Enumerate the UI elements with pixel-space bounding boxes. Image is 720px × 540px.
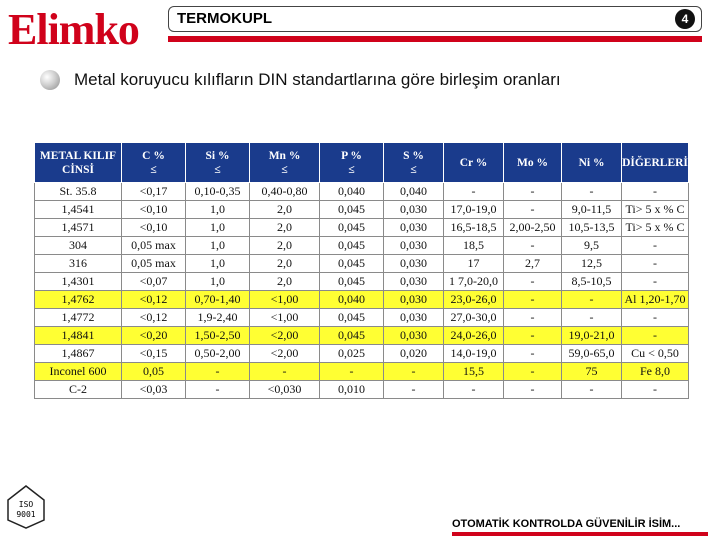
column-header xyxy=(186,143,250,183)
table-cell: - xyxy=(504,327,562,345)
table-cell: 27,0-30,0 xyxy=(444,309,504,327)
material-name-cell: 1,4841 xyxy=(35,327,122,345)
table-cell: - xyxy=(384,363,444,381)
material-name-cell: St. 35.8 xyxy=(35,183,122,201)
table-cell: 0,010 xyxy=(320,381,384,399)
table-cell: - xyxy=(186,381,250,399)
material-name-cell: 1,4867 xyxy=(35,345,122,363)
table-cell: 24,0-26,0 xyxy=(444,327,504,345)
table-cell: 18,5 xyxy=(444,237,504,255)
column-header xyxy=(122,143,186,183)
table-cell: 2,0 xyxy=(250,201,320,219)
table-cell: 0,030 xyxy=(384,273,444,291)
table-cell: 0,030 xyxy=(384,327,444,345)
column-header-line: ≤ xyxy=(281,163,288,176)
table-cell: <0,030 xyxy=(250,381,320,399)
table-cell: Al 1,20-1,70 xyxy=(622,291,689,309)
table-cell: 2,0 xyxy=(250,255,320,273)
column-header-line: METAL KILIF xyxy=(39,149,117,162)
elimko-logo xyxy=(8,8,160,50)
section-subtitle: Metal koruyucu kılıfların DIN standartlarına göre birleşim oranları xyxy=(74,70,561,89)
column-header xyxy=(622,143,689,183)
table-cell: 0,040 xyxy=(320,183,384,201)
table-cell: 23,0-26,0 xyxy=(444,291,504,309)
table-cell: - xyxy=(504,291,562,309)
table-cell: 0,040 xyxy=(384,183,444,201)
column-header-line: ≤ xyxy=(214,163,221,176)
material-name-cell: 304 xyxy=(35,237,122,255)
table-cell: 14,0-19,0 xyxy=(444,345,504,363)
table-cell: - xyxy=(250,363,320,381)
table-cell: <1,00 xyxy=(250,291,320,309)
table-row xyxy=(35,201,689,219)
table-cell: - xyxy=(622,255,689,273)
table-cell: - xyxy=(622,273,689,291)
table-cell: 9,5 xyxy=(562,237,622,255)
table-cell: 2,0 xyxy=(250,237,320,255)
table-cell: - xyxy=(444,183,504,201)
iso-label: ISO xyxy=(18,500,34,509)
table-cell: - xyxy=(622,237,689,255)
table-cell: 0,045 xyxy=(320,255,384,273)
table-cell: - xyxy=(444,381,504,399)
table-cell: - xyxy=(622,381,689,399)
table-cell: 0,045 xyxy=(320,273,384,291)
table-cell: <0,15 xyxy=(122,345,186,363)
column-header-line: ≤ xyxy=(150,163,157,176)
column-header xyxy=(562,143,622,183)
table-cell: 0,030 xyxy=(384,309,444,327)
table-row xyxy=(35,327,689,345)
table-cell: 0,040 xyxy=(320,291,384,309)
table-cell: 0,10-0,35 xyxy=(186,183,250,201)
material-name-cell: 1,4762 xyxy=(35,291,122,309)
page-number-badge: 4 xyxy=(675,9,695,29)
table-cell: - xyxy=(562,381,622,399)
table-cell: 1,0 xyxy=(186,273,250,291)
column-header-line: Mn % xyxy=(268,149,301,162)
material-name-cell: 1,4301 xyxy=(35,273,122,291)
table-cell: 9,0-11,5 xyxy=(562,201,622,219)
column-header-line: P % xyxy=(341,149,362,162)
table-cell: 0,05 max xyxy=(122,237,186,255)
table-row xyxy=(35,345,689,363)
table-row xyxy=(35,291,689,309)
table-cell: <0,07 xyxy=(122,273,186,291)
column-header-line: Mo % xyxy=(517,156,548,169)
table-cell: 15,5 xyxy=(444,363,504,381)
table-cell: <0,20 xyxy=(122,327,186,345)
table-cell: Ti> 5 x % C xyxy=(622,219,689,237)
header-red-bar xyxy=(168,36,702,42)
table-cell: 59,0-65,0 xyxy=(562,345,622,363)
table-cell: 0,030 xyxy=(384,291,444,309)
table-cell: - xyxy=(622,183,689,201)
table-cell: 8,5-10,5 xyxy=(562,273,622,291)
table-row xyxy=(35,381,689,399)
svg-text:Elimko: Elimko xyxy=(8,8,139,50)
table-cell: 1 7,0-20,0 xyxy=(444,273,504,291)
table-cell: <0,17 xyxy=(122,183,186,201)
table-cell: <0,12 xyxy=(122,291,186,309)
iso-9001-badge xyxy=(6,484,46,530)
table-cell: 0,045 xyxy=(320,327,384,345)
page-title: TERMOKUPL xyxy=(177,10,272,27)
table-cell: 1,0 xyxy=(186,255,250,273)
table-cell: 0,030 xyxy=(384,201,444,219)
table-cell: 16,5-18,5 xyxy=(444,219,504,237)
column-header xyxy=(320,143,384,183)
table-cell: <0,12 xyxy=(122,309,186,327)
column-header-line: ≤ xyxy=(410,163,417,176)
table-cell: Fe 8,0 xyxy=(622,363,689,381)
table-cell: 1,0 xyxy=(186,237,250,255)
material-name-cell: 1,4772 xyxy=(35,309,122,327)
table-cell: 10,5-13,5 xyxy=(562,219,622,237)
column-header-line: S % xyxy=(403,149,424,162)
table-cell: - xyxy=(504,363,562,381)
table-cell: 0,030 xyxy=(384,237,444,255)
table-cell: - xyxy=(622,309,689,327)
table-row xyxy=(35,255,689,273)
table-cell: 1,0 xyxy=(186,219,250,237)
table-row xyxy=(35,219,689,237)
table-cell: 2,7 xyxy=(504,255,562,273)
material-name-cell: 1,4571 xyxy=(35,219,122,237)
column-header-line: DİĞERLERİ xyxy=(622,156,688,169)
table-cell: 0,025 xyxy=(320,345,384,363)
material-name-cell: 316 xyxy=(35,255,122,273)
material-name-cell: 1,4541 xyxy=(35,201,122,219)
column-header xyxy=(444,143,504,183)
material-name-cell: Inconel 600 xyxy=(35,363,122,381)
table-cell: 0,05 max xyxy=(122,255,186,273)
table-cell: 1,0 xyxy=(186,201,250,219)
table-cell: - xyxy=(622,327,689,345)
table-cell: 1,50-2,50 xyxy=(186,327,250,345)
table-cell: 0,05 xyxy=(122,363,186,381)
table-cell: <0,03 xyxy=(122,381,186,399)
column-header-line: CİNSİ xyxy=(62,163,94,176)
table-cell: - xyxy=(504,201,562,219)
column-header-line: ≤ xyxy=(348,163,355,176)
table-cell: 2,00-2,50 xyxy=(504,219,562,237)
table-header-row xyxy=(35,143,689,183)
table-row xyxy=(35,237,689,255)
column-header xyxy=(250,143,320,183)
footer-slogan: OTOMATİK KONTROLDA GÜVENİLİR İSİM... xyxy=(452,518,681,530)
table-cell: 0,70-1,40 xyxy=(186,291,250,309)
table-cell: 0,030 xyxy=(384,219,444,237)
title-box xyxy=(168,6,702,32)
composition-table xyxy=(34,142,689,399)
table-cell: - xyxy=(186,363,250,381)
column-header xyxy=(384,143,444,183)
table-cell: 17,0-19,0 xyxy=(444,201,504,219)
table-cell: 17 xyxy=(444,255,504,273)
column-header-line: C % xyxy=(142,149,165,162)
table-cell: - xyxy=(562,309,622,327)
material-name-cell: C-2 xyxy=(35,381,122,399)
footer-red-bar xyxy=(452,532,708,536)
column-header xyxy=(35,143,122,183)
table-cell: 0,045 xyxy=(320,237,384,255)
bullet-icon xyxy=(40,70,60,90)
table-cell: 12,5 xyxy=(562,255,622,273)
table-cell: 0,50-2,00 xyxy=(186,345,250,363)
table-cell: 75 xyxy=(562,363,622,381)
table-cell: - xyxy=(504,273,562,291)
table-cell: Ti> 5 x % C xyxy=(622,201,689,219)
table-cell: <0,10 xyxy=(122,201,186,219)
table-cell: - xyxy=(504,345,562,363)
table-row xyxy=(35,273,689,291)
table-cell: <2,00 xyxy=(250,345,320,363)
table-cell: - xyxy=(504,381,562,399)
column-header-line: Cr % xyxy=(459,156,488,169)
column-header-line: Ni % xyxy=(578,156,605,169)
table-cell: 0,020 xyxy=(384,345,444,363)
column-header xyxy=(504,143,562,183)
table-row xyxy=(35,183,689,201)
table-cell: - xyxy=(320,363,384,381)
iso-number: 9001 xyxy=(16,510,36,519)
table-row xyxy=(35,363,689,381)
table-cell: 0,045 xyxy=(320,219,384,237)
table-cell: - xyxy=(562,291,622,309)
table-row xyxy=(35,309,689,327)
table-cell: 0,40-0,80 xyxy=(250,183,320,201)
table-cell: 0,045 xyxy=(320,201,384,219)
table-cell: 0,045 xyxy=(320,309,384,327)
table-cell: 19,0-21,0 xyxy=(562,327,622,345)
table-cell: 0,030 xyxy=(384,255,444,273)
table-cell: <0,10 xyxy=(122,219,186,237)
table-cell: - xyxy=(504,183,562,201)
table-cell: - xyxy=(504,237,562,255)
table-cell: Cu < 0,50 xyxy=(622,345,689,363)
table-cell: 1,9-2,40 xyxy=(186,309,250,327)
table-cell: - xyxy=(384,381,444,399)
table-cell: 2,0 xyxy=(250,273,320,291)
table-cell: <2,00 xyxy=(250,327,320,345)
table-cell: - xyxy=(562,183,622,201)
table-cell: - xyxy=(504,309,562,327)
table-cell: 2,0 xyxy=(250,219,320,237)
column-header-line: Si % xyxy=(205,149,230,162)
table-cell: <1,00 xyxy=(250,309,320,327)
